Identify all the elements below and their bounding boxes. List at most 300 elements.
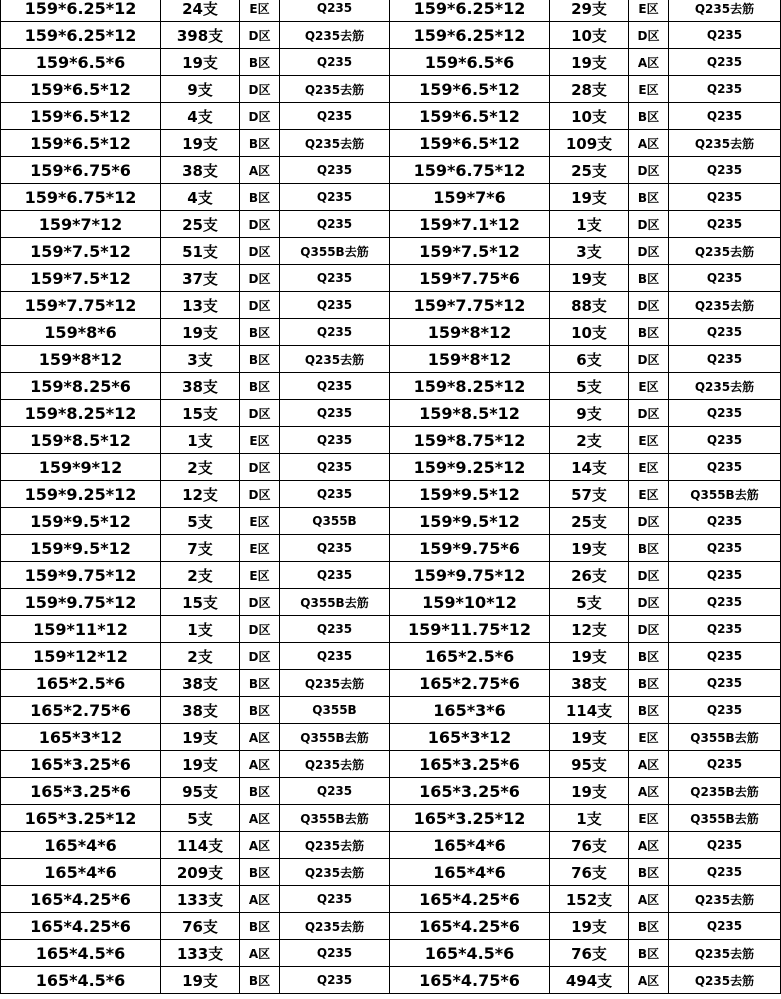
spec-cell: 159*9.25*12 (390, 454, 550, 481)
qty-cell: 25支 (550, 508, 629, 535)
material-cell: Q355B去筋 (669, 481, 781, 508)
spec-cell: 159*8.25*12 (390, 373, 550, 400)
spec-cell: 159*6.75*12 (390, 157, 550, 184)
zone-cell: B区 (240, 670, 280, 697)
material-cell: Q235去筋 (669, 940, 781, 967)
zone-cell: A区 (629, 130, 669, 157)
zone-cell: E区 (629, 76, 669, 103)
qty-cell: 28支 (550, 76, 629, 103)
table-row (1, 346, 781, 373)
spec-cell: 159*9.5*12 (390, 481, 550, 508)
zone-cell: B区 (240, 130, 280, 157)
table-row (1, 616, 781, 643)
spec-cell: 159*7.1*12 (390, 211, 550, 238)
zone-cell: B区 (629, 913, 669, 940)
material-cell: Q235 (280, 49, 390, 76)
qty-cell: 6支 (550, 346, 629, 373)
spec-cell: 159*6.75*12 (1, 184, 161, 211)
table-row (1, 238, 781, 265)
zone-cell: D区 (240, 76, 280, 103)
spec-cell: 165*2.75*6 (1, 697, 161, 724)
material-cell: Q235 (669, 427, 781, 454)
zone-cell: D区 (629, 346, 669, 373)
qty-cell: 5支 (550, 589, 629, 616)
spec-cell: 165*4*6 (390, 859, 550, 886)
qty-cell: 2支 (161, 454, 240, 481)
zone-cell: A区 (240, 724, 280, 751)
material-cell: Q235 (280, 319, 390, 346)
zone-cell: D区 (629, 157, 669, 184)
spec-cell: 159*6.25*12 (1, 22, 161, 49)
spec-cell: 159*6.75*6 (1, 157, 161, 184)
material-cell: Q235去筋 (280, 670, 390, 697)
spec-cell: 159*9.5*12 (1, 508, 161, 535)
spec-cell: 159*8*12 (390, 346, 550, 373)
zone-cell: D区 (629, 562, 669, 589)
table-row (1, 427, 781, 454)
qty-cell: 19支 (161, 751, 240, 778)
spec-cell: 165*4*6 (390, 832, 550, 859)
zone-cell: B区 (629, 697, 669, 724)
zone-cell: B区 (240, 319, 280, 346)
zone-cell: A区 (629, 778, 669, 805)
table-row (1, 697, 781, 724)
material-cell: Q235去筋 (280, 832, 390, 859)
material-cell: Q235 (280, 940, 390, 967)
spec-cell: 159*10*12 (390, 589, 550, 616)
material-cell: Q355B去筋 (280, 589, 390, 616)
table-row (1, 76, 781, 103)
zone-cell: E区 (629, 481, 669, 508)
qty-cell: 19支 (550, 49, 629, 76)
qty-cell: 25支 (161, 211, 240, 238)
zone-cell: E区 (629, 454, 669, 481)
material-cell: Q235 (280, 643, 390, 670)
qty-cell: 3支 (161, 346, 240, 373)
zone-cell: D区 (629, 292, 669, 319)
qty-cell: 38支 (161, 373, 240, 400)
spec-cell: 165*3.25*6 (390, 778, 550, 805)
material-cell: Q235 (669, 346, 781, 373)
table-row (1, 22, 781, 49)
material-cell: Q235 (669, 184, 781, 211)
spec-cell: 165*3*12 (1, 724, 161, 751)
qty-cell: 95支 (550, 751, 629, 778)
zone-cell: A区 (240, 157, 280, 184)
qty-cell: 7支 (161, 535, 240, 562)
material-cell: Q235 (669, 76, 781, 103)
zone-cell: A区 (240, 751, 280, 778)
qty-cell: 109支 (550, 130, 629, 157)
zone-cell: B区 (240, 967, 280, 994)
qty-cell: 15支 (161, 400, 240, 427)
spec-cell: 159*9.75*12 (1, 562, 161, 589)
spec-cell: 165*3.25*6 (1, 778, 161, 805)
qty-cell: 19支 (161, 130, 240, 157)
material-cell: Q235去筋 (280, 346, 390, 373)
material-cell: Q235 (669, 913, 781, 940)
material-cell: Q235 (669, 157, 781, 184)
spec-cell: 159*6.5*12 (1, 76, 161, 103)
material-cell: Q235去筋 (669, 292, 781, 319)
material-cell: Q235 (280, 454, 390, 481)
spec-cell: 165*4.75*6 (390, 967, 550, 994)
spec-cell: 159*8*12 (1, 346, 161, 373)
spec-cell: 159*6.25*12 (1, 0, 161, 22)
table-row (1, 913, 781, 940)
material-cell: Q235 (280, 562, 390, 589)
zone-cell: E区 (240, 427, 280, 454)
zone-cell: B区 (629, 184, 669, 211)
material-cell: Q235 (280, 103, 390, 130)
qty-cell: 9支 (550, 400, 629, 427)
zone-cell: D区 (629, 211, 669, 238)
spec-cell: 165*3.25*12 (1, 805, 161, 832)
material-cell: Q235 (280, 211, 390, 238)
spec-cell: 159*6.5*12 (390, 103, 550, 130)
qty-cell: 2支 (161, 562, 240, 589)
qty-cell: 76支 (550, 832, 629, 859)
zone-cell: E区 (240, 0, 280, 22)
zone-cell: A区 (240, 940, 280, 967)
qty-cell: 1支 (161, 427, 240, 454)
material-cell: Q235去筋 (280, 913, 390, 940)
material-cell: Q235去筋 (669, 130, 781, 157)
zone-cell: B区 (240, 184, 280, 211)
spec-cell: 159*6.5*12 (390, 130, 550, 157)
zone-cell: B区 (240, 373, 280, 400)
qty-cell: 133支 (161, 940, 240, 967)
table-row (1, 859, 781, 886)
qty-cell: 51支 (161, 238, 240, 265)
zone-cell: E区 (240, 535, 280, 562)
qty-cell: 14支 (550, 454, 629, 481)
qty-cell: 9支 (161, 76, 240, 103)
table-row (1, 508, 781, 535)
material-cell: Q235 (280, 184, 390, 211)
material-cell: Q235 (669, 319, 781, 346)
spec-cell: 159*7*12 (1, 211, 161, 238)
zone-cell: D区 (629, 238, 669, 265)
spec-cell: 159*7.5*12 (390, 238, 550, 265)
qty-cell: 95支 (161, 778, 240, 805)
material-cell: Q235 (669, 562, 781, 589)
material-cell: Q235 (669, 643, 781, 670)
zone-cell: B区 (629, 535, 669, 562)
zone-cell: B区 (629, 859, 669, 886)
zone-cell: D区 (629, 616, 669, 643)
qty-cell: 19支 (550, 265, 629, 292)
qty-cell: 2支 (550, 427, 629, 454)
material-cell: Q235 (669, 454, 781, 481)
spec-cell: 159*6.25*12 (390, 22, 550, 49)
qty-cell: 19支 (550, 535, 629, 562)
material-cell: Q235 (280, 265, 390, 292)
qty-cell: 19支 (161, 967, 240, 994)
zone-cell: A区 (240, 805, 280, 832)
table-row (1, 265, 781, 292)
zone-cell: A区 (240, 886, 280, 913)
table-body (1, 0, 781, 994)
spec-cell: 159*9.75*6 (390, 535, 550, 562)
qty-cell: 37支 (161, 265, 240, 292)
zone-cell: B区 (240, 778, 280, 805)
qty-cell: 76支 (550, 859, 629, 886)
material-cell: Q235 (669, 751, 781, 778)
zone-cell: A区 (240, 832, 280, 859)
spec-cell: 159*9.5*12 (1, 535, 161, 562)
material-cell: Q235去筋 (280, 22, 390, 49)
spec-cell: 159*8.5*12 (1, 427, 161, 454)
table-row (1, 373, 781, 400)
zone-cell: E区 (629, 427, 669, 454)
material-cell: Q235去筋 (669, 0, 781, 22)
material-cell: Q235去筋 (669, 373, 781, 400)
table-row (1, 643, 781, 670)
zone-cell: D区 (240, 481, 280, 508)
material-cell: Q235 (669, 265, 781, 292)
material-cell: Q355B (280, 697, 390, 724)
material-cell: Q235 (669, 400, 781, 427)
qty-cell: 25支 (550, 157, 629, 184)
zone-cell: B区 (240, 697, 280, 724)
qty-cell: 10支 (550, 103, 629, 130)
spec-cell: 159*7.75*12 (1, 292, 161, 319)
spec-cell: 165*3.25*12 (390, 805, 550, 832)
zone-cell: A区 (629, 832, 669, 859)
table-row (1, 751, 781, 778)
qty-cell: 209支 (161, 859, 240, 886)
spec-cell: 165*4.25*6 (390, 886, 550, 913)
zone-cell: E区 (629, 373, 669, 400)
qty-cell: 133支 (161, 886, 240, 913)
qty-cell: 19支 (161, 724, 240, 751)
material-cell: Q235 (669, 670, 781, 697)
zone-cell: D区 (240, 400, 280, 427)
qty-cell: 19支 (161, 49, 240, 76)
spec-cell: 165*4.5*6 (390, 940, 550, 967)
spec-cell: 159*6.5*12 (1, 130, 161, 157)
zone-cell: B区 (240, 913, 280, 940)
zone-cell: B区 (240, 346, 280, 373)
qty-cell: 1支 (161, 616, 240, 643)
zone-cell: D区 (240, 22, 280, 49)
table-row (1, 184, 781, 211)
material-cell: Q235 (669, 697, 781, 724)
qty-cell: 26支 (550, 562, 629, 589)
table-row (1, 157, 781, 184)
spec-cell: 159*9.25*12 (1, 481, 161, 508)
table-row (1, 805, 781, 832)
spec-cell: 159*7.75*12 (390, 292, 550, 319)
material-cell: Q235去筋 (669, 886, 781, 913)
spec-cell: 165*2.75*6 (390, 670, 550, 697)
material-cell: Q235去筋 (280, 76, 390, 103)
spec-cell: 165*4*6 (1, 832, 161, 859)
material-cell: Q235 (669, 22, 781, 49)
qty-cell: 38支 (550, 670, 629, 697)
zone-cell: D区 (240, 643, 280, 670)
spec-cell: 165*4.25*6 (1, 913, 161, 940)
spec-cell: 159*8.5*12 (390, 400, 550, 427)
zone-cell: D区 (629, 22, 669, 49)
zone-cell: B区 (240, 49, 280, 76)
material-cell: Q235 (669, 535, 781, 562)
table-row (1, 292, 781, 319)
zone-cell: D区 (240, 589, 280, 616)
table-row (1, 670, 781, 697)
spec-cell: 159*7.75*6 (390, 265, 550, 292)
zone-cell: E区 (629, 724, 669, 751)
qty-cell: 38支 (161, 697, 240, 724)
table-row (1, 481, 781, 508)
spec-cell: 159*6.5*12 (1, 103, 161, 130)
material-cell: Q235 (669, 832, 781, 859)
qty-cell: 10支 (550, 319, 629, 346)
material-cell: Q235 (280, 481, 390, 508)
material-cell: Q235 (669, 211, 781, 238)
material-cell: Q355B去筋 (669, 805, 781, 832)
spec-cell: 165*3.25*6 (390, 751, 550, 778)
zone-cell: E区 (240, 562, 280, 589)
table-row (1, 886, 781, 913)
spec-cell: 159*11*12 (1, 616, 161, 643)
zone-cell: E区 (240, 508, 280, 535)
table-row (1, 832, 781, 859)
material-cell: Q235 (280, 778, 390, 805)
qty-cell: 19支 (550, 913, 629, 940)
spec-cell: 165*4.25*6 (390, 913, 550, 940)
qty-cell: 19支 (550, 724, 629, 751)
material-cell: Q235 (280, 427, 390, 454)
zone-cell: D区 (240, 454, 280, 481)
table-row (1, 0, 781, 22)
zone-cell: B区 (629, 103, 669, 130)
material-cell: Q355B去筋 (280, 724, 390, 751)
zone-cell: B区 (240, 859, 280, 886)
zone-cell: B区 (629, 940, 669, 967)
spec-cell: 159*7.5*12 (1, 265, 161, 292)
qty-cell: 57支 (550, 481, 629, 508)
table-row (1, 778, 781, 805)
spec-cell: 159*12*12 (1, 643, 161, 670)
zone-cell: B区 (629, 265, 669, 292)
material-cell: Q235去筋 (669, 238, 781, 265)
spec-cell: 165*3.25*6 (1, 751, 161, 778)
zone-cell: D区 (240, 292, 280, 319)
material-cell: Q235 (280, 535, 390, 562)
material-cell: Q235B去筋 (669, 778, 781, 805)
table-row (1, 319, 781, 346)
qty-cell: 76支 (550, 940, 629, 967)
material-cell: Q355B去筋 (280, 238, 390, 265)
spec-cell: 159*9.75*12 (1, 589, 161, 616)
qty-cell: 12支 (161, 481, 240, 508)
spec-cell: 159*11.75*12 (390, 616, 550, 643)
material-cell: Q235 (669, 616, 781, 643)
spec-cell: 159*9*12 (1, 454, 161, 481)
spec-cell: 159*7*6 (390, 184, 550, 211)
spec-cell: 159*8.25*12 (1, 400, 161, 427)
material-cell: Q235 (280, 0, 390, 22)
zone-cell: E区 (629, 805, 669, 832)
table-row (1, 724, 781, 751)
material-cell: Q235 (669, 103, 781, 130)
spec-cell: 159*8.75*12 (390, 427, 550, 454)
table-row (1, 535, 781, 562)
qty-cell: 76支 (161, 913, 240, 940)
zone-cell: D区 (629, 508, 669, 535)
qty-cell: 19支 (161, 319, 240, 346)
spec-cell: 165*3*12 (390, 724, 550, 751)
zone-cell: D区 (240, 616, 280, 643)
zone-cell: D区 (240, 103, 280, 130)
spec-cell: 165*2.5*6 (390, 643, 550, 670)
zone-cell: B区 (629, 670, 669, 697)
table-row (1, 562, 781, 589)
qty-cell: 4支 (161, 103, 240, 130)
spec-cell: 159*7.5*12 (1, 238, 161, 265)
qty-cell: 10支 (550, 22, 629, 49)
spec-cell: 159*8*6 (1, 319, 161, 346)
zone-cell: A区 (629, 49, 669, 76)
spec-cell: 159*8.25*6 (1, 373, 161, 400)
table-row (1, 211, 781, 238)
zone-cell: E区 (629, 0, 669, 22)
qty-cell: 88支 (550, 292, 629, 319)
spec-cell: 159*9.75*12 (390, 562, 550, 589)
material-cell: Q235 (280, 157, 390, 184)
material-cell: Q235去筋 (280, 130, 390, 157)
spec-cell: 165*4.25*6 (1, 886, 161, 913)
table-row (1, 940, 781, 967)
qty-cell: 152支 (550, 886, 629, 913)
qty-cell: 12支 (550, 616, 629, 643)
spec-cell: 159*8*12 (390, 319, 550, 346)
zone-cell: D区 (629, 589, 669, 616)
spec-cell: 159*6.25*12 (390, 0, 550, 22)
material-cell: Q235 (280, 373, 390, 400)
spec-cell: 165*3*6 (390, 697, 550, 724)
table-row (1, 454, 781, 481)
material-cell: Q355B去筋 (669, 724, 781, 751)
material-cell: Q235 (280, 616, 390, 643)
qty-cell: 398支 (161, 22, 240, 49)
table-row (1, 103, 781, 130)
qty-cell: 38支 (161, 670, 240, 697)
zone-cell: A区 (629, 967, 669, 994)
material-cell: Q235去筋 (280, 859, 390, 886)
qty-cell: 2支 (161, 643, 240, 670)
zone-cell: B区 (629, 319, 669, 346)
table-row (1, 589, 781, 616)
material-cell: Q235 (669, 49, 781, 76)
material-cell: Q235 (280, 292, 390, 319)
qty-cell: 19支 (550, 643, 629, 670)
spec-cell: 159*6.5*6 (390, 49, 550, 76)
zone-cell: D区 (240, 265, 280, 292)
qty-cell: 114支 (161, 832, 240, 859)
table-row (1, 400, 781, 427)
qty-cell: 24支 (161, 0, 240, 22)
qty-cell: 15支 (161, 589, 240, 616)
spec-cell: 165*4*6 (1, 859, 161, 886)
material-cell: Q235 (669, 859, 781, 886)
qty-cell: 114支 (550, 697, 629, 724)
material-cell: Q235 (280, 400, 390, 427)
qty-cell: 5支 (161, 805, 240, 832)
zone-cell: D区 (240, 238, 280, 265)
